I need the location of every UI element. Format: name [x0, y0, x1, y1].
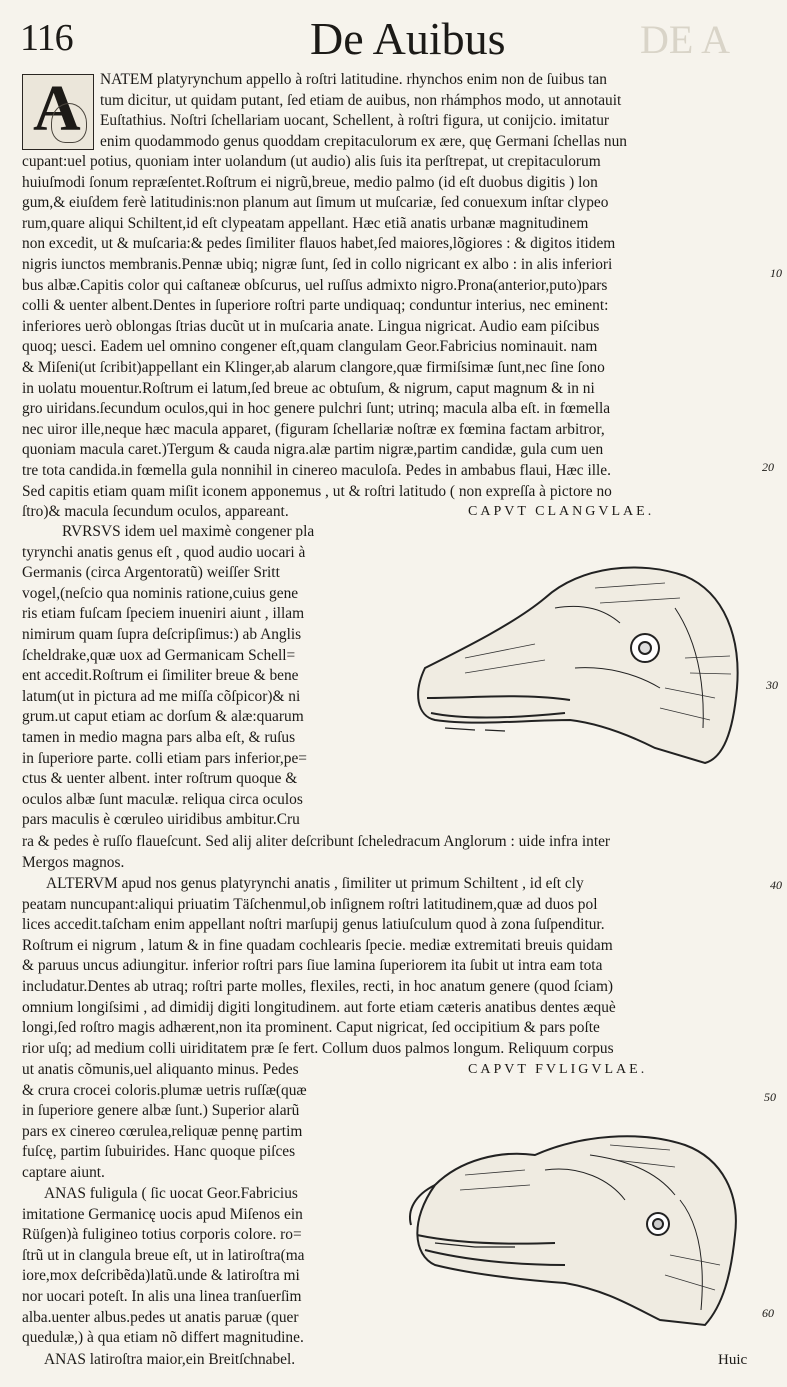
text-line: gum,& eiuſdem ferè latitudinis:non planum aut ſimum ut muſcariæ, ſed conuexum inſtar clypeo — [22, 194, 609, 212]
text-line: ANAS latiroſtra maior,ein Breitſchnabel. — [44, 1351, 296, 1368]
text-line: in uolatu mouentur.Roſtrum ei latum,ſed breue ac obtuſum, & nigrum, caput magnum & in ni — [22, 379, 595, 397]
text-line: rum,quare aliqui Schiltent,id eſt clypeatam appellant. Hæc etiã anatis urbanæ magnitudinem — [22, 214, 589, 232]
text-line: quedulæ,) à qua etiam nõ differt magnitudine. — [22, 1329, 304, 1347]
figure-caption-clangula: CAPVT CLANGVLAE. — [468, 504, 655, 519]
text-line: Sed capitis etiam quam miſit iconem apponemus , ut & roſtri latitudo ( non expreſſa à pictore no — [22, 482, 612, 500]
text-line: grum.ut caput etiam ac dorſum & alæ:quarum — [22, 708, 304, 726]
paragraph-1-end — [22, 502, 422, 523]
figure-caption-fuligula: CAPVT FVLIGVLAE. — [468, 1062, 648, 1077]
text-line: quoniam macula caret.)Tergum & cauda nigra.alæ partim nigræ,partim candidæ, gula cum uen — [22, 441, 604, 459]
text-line: vogel,(neſcio qua nominis ratione,cuius gene — [22, 584, 299, 602]
paragraph-1-body — [22, 152, 766, 502]
text-line: colli & uenter albent.Dentes in ſuperiore roſtri parte undiquaq; conduntur interius, nec eminent: — [22, 297, 609, 315]
text-line: in ſuperiore genere albæ ſunt.) Superior alarũ — [22, 1102, 300, 1120]
text-line: tyrynchi anatis genus eſt , quod audio uocari à — [22, 543, 306, 561]
margin-line-number: 40 — [770, 878, 782, 892]
text-line: Germanis (circa Argentoratũ) weiſſer Sritt — [22, 564, 280, 582]
text-line: fuſcę, partim ſubuirides. Hanc quoque piſces — [22, 1143, 296, 1161]
text-line: rior uſq; ad medium colli uiriditatem præ ſe fert. Collum duos palmos longum. Reliquum corpus — [22, 1039, 614, 1057]
text-line: ALTERVM apud nos genus platyrynchi anatis , ſimiliter ut primum Schiltent , id eſt cly — [46, 875, 584, 892]
text-line: cupant:uel potius, quoniam inter uolandum (ut audio) alis ſuis ita perſtrepat, ut crepitaculorum — [22, 153, 601, 170]
text-line: ent accedit.Roſtrum ei ſimiliter breue & bene — [22, 667, 299, 685]
text-line: & crura crocei coloris.plumæ uetris ruſſæ(quæ — [22, 1081, 307, 1099]
text-line: nigris iunctos membranis.Pennæ ubiq; nigræ ſunt, ſed in collo nigricant ex albo : in alis inferiori — [22, 255, 613, 273]
margin-line-number: 50 — [764, 1090, 776, 1104]
show-through-text: DE A — [640, 17, 730, 62]
duck-head-illustration-fuligula — [405, 1125, 745, 1355]
text-line: gro uiridans.ſecundum oculos,qui in hoc genere pulchri ſunt; utrinq; macula alba eſt. in fœmella — [22, 400, 611, 418]
text-line: tum dicitur, ut quidam putant, ſed etiam de auibus, non rhámphos modo, ut annotauit — [100, 91, 622, 109]
text-line: ANAS fuligula ( ſic uocat Geor.Fabricius — [44, 1185, 298, 1202]
duck-head-illustration-clangula — [405, 548, 750, 798]
text-line: pars ex cinereo cœrulea,reliquæ pennę partim — [22, 1122, 303, 1140]
text-line: in ſuperiore parte. colli etiam pars inferior,pe= — [22, 749, 307, 767]
text-line: nimirum quam ſupra deſcripſimus:) ab Anglis — [22, 625, 302, 643]
text-line: iore,mox deſcribẽda)latũ.unde & latiroſtra mi — [22, 1267, 300, 1285]
margin-line-number: 60 — [762, 1306, 774, 1320]
paragraph-2 — [22, 522, 422, 831]
text-line: longi,ſed roſtro magis adhærent,non ita prominent. Caput nigricat, ſed occipitium & pars poſte — [22, 1019, 600, 1037]
paragraph-3 — [22, 874, 766, 1059]
text-line: non excedit, ut & muſcaria:& pedes ſimiliter flauos habet,ſed maiores,lõgiores : & digitos itidem — [22, 235, 616, 253]
text-line: ctus & uenter albent. inter roſtrum quoque & — [22, 770, 298, 788]
text-line: pars maculis è cœruleo uiridibus ambitur.Cru — [22, 811, 300, 829]
text-line: bus albæ.Capitis color qui caſtaneæ obſcurus, uel ruſſus admixto nigro.Prona(anterior,puto)pars — [22, 276, 608, 294]
text-line: includatur.Dentes ab utraq; roſtri parte molles, flexiles, recti, in hoc anatum genere (quod ſciam) — [22, 977, 614, 995]
text-line: Euſtathius. Noſtri ſchellariam uocant, Schellent, à roſtri figura, ut conijcio. imitatur — [100, 112, 610, 130]
text-line: ut anatis cõmunis,uel aliquanto minus. Pedes — [22, 1061, 299, 1078]
text-line: imitatione Germanicę uocis apud Miſenos ein — [22, 1205, 303, 1223]
text-line: & paruus uncus adiungitur. inferior roſtri pars ſiue lamina ſuperiorem ita ſubit ut intra eam tota — [22, 957, 603, 975]
paragraph-1-opening — [22, 70, 766, 152]
paragraph-5-start — [22, 1350, 422, 1371]
text-line: ris etiam fuſcam ſpeciem inueniri aiunt , illam — [22, 605, 305, 623]
text-line: tre tota candida.in fœmella gula nonnihil in cinereo maculoſa. Pedes in ambabus flaui, Hæc ille. — [22, 461, 611, 479]
paragraph-2-end — [22, 832, 766, 873]
text-line: enim quodammodo genus quoddam crepitaculorum ex ære, quę Germani ſchellas nun — [100, 132, 627, 150]
text-line: nec uiror ille,neque hæc macula apparet, (figuram ſchellariæ noſtræ ex fœmina factam arbitror, — [22, 420, 605, 438]
text-line: ſcheldrake,quæ uox ad Germanicam Schell= — [22, 646, 296, 664]
margin-line-number: 30 — [766, 678, 778, 692]
text-line: huiuſmodi ſonum repræſentet.Roſtrum ei nigrũ,breue, medio palmo (id eſt duobus digitis ) lon — [22, 173, 598, 191]
paragraph-3-left — [22, 1060, 422, 1184]
text-line: RVRSVS idem uel maximè congener pla — [62, 523, 315, 540]
text-line: Mergos magnos. — [22, 853, 125, 871]
text-line: ſtrũ ut in clangula breue eſt, ut in latiroſtra(ma — [22, 1246, 305, 1264]
text-line: captare aiunt. — [22, 1163, 105, 1181]
text-line: omnium longiſsimi , ad dimidij digiti longitudinem. aut forte etiam cæteris anatibus dentes æquè — [22, 998, 616, 1016]
initial-letter: A — [33, 72, 81, 145]
text-line: ſtro)& macula ſecundum oculos, appareant. — [22, 503, 289, 520]
text-line: ra & pedes è ruſſo flaueſcunt. Sed alij aliter deſcribunt ſcheledracum Anglorum : uide infra inter — [22, 833, 611, 850]
margin-line-number: 20 — [762, 460, 774, 474]
paragraph-4 — [22, 1184, 422, 1349]
text-line: & Miſeni(ut ſcribit)appellant ein Klinger,ab alarum clangore,quæ firmiſsimæ ſunt,nec ſine ſono — [22, 358, 605, 376]
catchword: Huic — [718, 1352, 748, 1368]
page-number: 116 — [20, 17, 73, 59]
text-line: nor uocari poteſt. In alis una linea tranſuerſim — [22, 1287, 302, 1305]
text-line: tamen in medio magna pars alba eſt, & ruſus — [22, 728, 296, 746]
text-line: Rüſgen)à fuligineo totius corporis colore. ro= — [22, 1226, 302, 1244]
text-line: latum(ut in pictura ad me miſſa cõſpicor)& ni — [22, 687, 301, 705]
margin-line-number: 10 — [770, 266, 782, 280]
text-line: peatam nuncupant:aliqui priuatim Täſchenmul,ob inſignem roſtri latitudinem,quæ ad duos pol — [22, 895, 598, 913]
text-line: Roſtrum ei nigrum , latum & in fine quadam cochlearis ſpecie. mediæ extremitati breuis quidam — [22, 936, 613, 954]
text-line: NATEM platyrynchum appello à roſtri latitudine. rhynchos enim non de ſuibus tan — [100, 71, 607, 88]
text-line: inferiores uerò oblongas ſtrias ducũt ut in muſcaria anate. Lingua nigricat. Audio eam piſcibus — [22, 317, 600, 335]
text-line: oculos albæ ſunt maculæ. reliqua circa oculos — [22, 790, 303, 808]
text-line: alba.uenter albus.pedes ut anatis paruæ (quer — [22, 1308, 299, 1326]
page-header — [20, 8, 780, 68]
text-line: lices accedit.taſcham enim appellant noſtri marſupij genus latiuſculum quod à zona ſuſpenditur. — [22, 916, 605, 934]
text-line: quoq; uesci. Eadem uel omnino congener eſt,quam clangulam Geor.Fabricius nominauit. nam — [22, 338, 598, 356]
running-title: De Auibus — [310, 13, 506, 64]
